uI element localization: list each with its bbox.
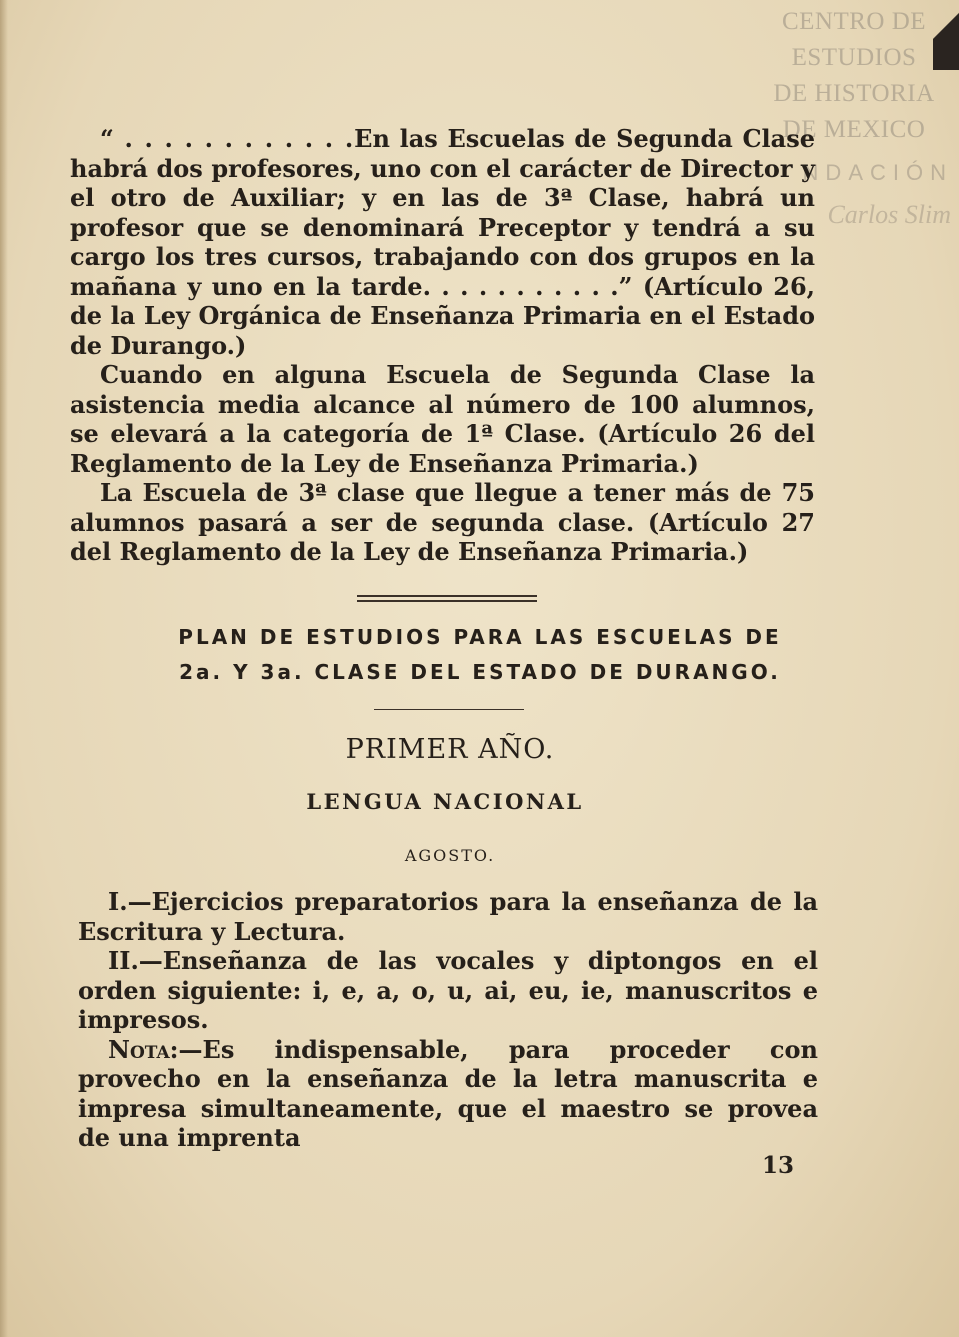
note-text: —Es indispensable, para proceder con provecho en la enseñanza de la letra manuscrita e impresa simultaneamente, que el maestro se provea de una imprenta <box>78 1034 818 1152</box>
month-heading: AGOSTO. <box>404 846 496 865</box>
paragraph: La Escuela de 3ª clase que llegue a tener más de 75 alumnos pasará a ser de segunda clase. (Artículo 27 del Reglamento de la Ley de Enseñanza Primaria.) <box>70 478 815 566</box>
quote-trailing-dots: . . . . . . . . . . .” <box>422 271 633 301</box>
quote-citation: (Artículo 26, de la Ley Orgánica de Enseñanza Primaria en el Estado de Durango.) <box>70 271 816 360</box>
quote-open-mark: “ <box>100 124 114 153</box>
list-item: I.—Ejercicios preparatorios para la enseñanza de la Escritura y Lectura. <box>78 887 818 946</box>
watermark-line: CENTRO DE <box>781 8 927 35</box>
plan-title <box>90 620 870 690</box>
subject-heading: LENGUA NACIONAL <box>306 789 584 814</box>
watermark-signature: Carlos Slim <box>827 200 951 229</box>
note-paragraph <box>78 1035 818 1153</box>
divider <box>374 709 524 710</box>
divider-double-top <box>357 595 537 597</box>
quote-leading-dots: . . . . . . . . . . . . <box>113 124 355 153</box>
quote-text: En las Escuelas de Segunda Clase habrá dos profesores, uno con el carácter de Director y el otro de Auxiliar; y en las de 3ª Clase, habrá un profesor que se denominará Preceptor y tendrá a su cargo los tres cursos, trabajando con dos grupos en la mañana y uno en la tarde <box>70 124 815 301</box>
watermark-line: DE MEXICO <box>782 116 926 143</box>
paragraph: Cuando en alguna Escuela de Segunda Clase la asistencia media alcance al número de 100 alumnos, se elevará a la categoría de 1ª Clase. (Artículo 26 del Reglamento de la Ley de Enseñanza Primaria.) <box>70 360 815 478</box>
note-label: Nota: <box>108 1034 179 1064</box>
list-item: II.—Enseñanza de las vocales y diptongos en el orden siguiente: i, e, a, o, u, ai, eu, ie, manuscritos e impresos. <box>78 946 818 1034</box>
divider-double-bottom <box>357 600 537 602</box>
quote-block <box>70 124 815 567</box>
watermark-fundacion: NDACIÓN <box>802 160 953 185</box>
year-heading: PRIMER AÑO. <box>345 734 555 765</box>
watermark-line: DE HISTORIA <box>773 80 935 107</box>
plan-title-line: 2a. Y 3a. CLASE DEL ESTADO DE DURANGO. <box>179 660 781 684</box>
items-block <box>78 887 818 1153</box>
page-edge-shadow <box>0 0 8 1337</box>
plan-title-line: PLAN DE ESTUDIOS PARA LAS ESCUELAS DE <box>178 625 782 649</box>
page-number: 13 <box>762 1152 795 1179</box>
watermark-line: ESTUDIOS <box>791 44 917 71</box>
quote-paragraph <box>70 124 815 360</box>
